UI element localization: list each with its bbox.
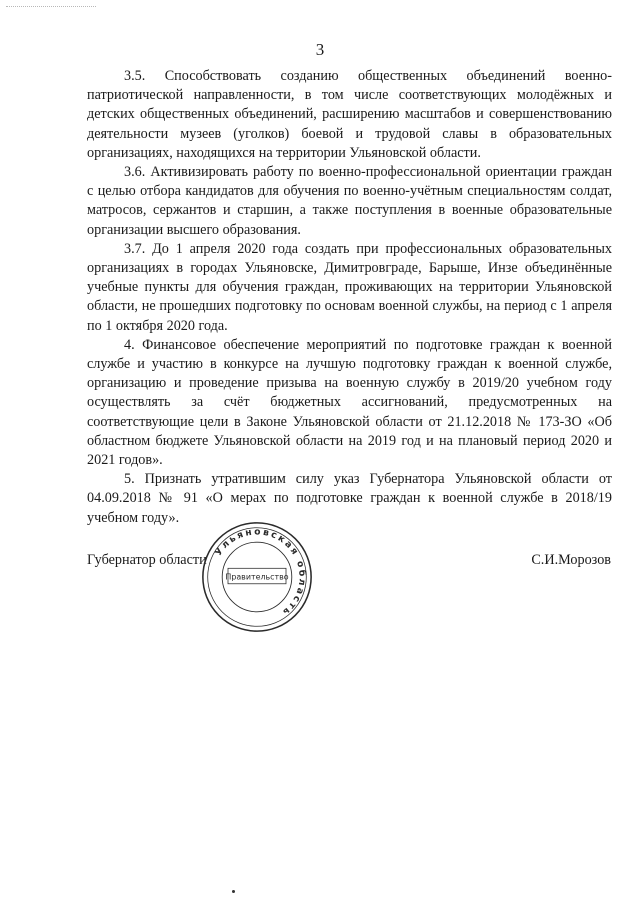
scan-artifact — [6, 6, 96, 11]
scan-artifact-dot — [232, 890, 235, 893]
paragraph-3-5: 3.5. Способствовать созданию общественных объединений военно-патриотической направленности, в том числе соответствующих молодёжных и детских общественных объединений, расширению масштабов и совершенствованию деятельности музеев (уголков) боевой и трудовой славы в образовательных организациях, находящихся на территории Ульяновской области. — [87, 68, 612, 161]
signatory-title: Губернатор области — [87, 552, 207, 568]
paragraph-3-6: 3.6. Активизировать работу по военно-профессиональной ориентации граждан с целью отбора кандидатов для обучения по военно-учётным специальностям солдат, матросов, сержантов и старшин, а также поступления в военные образовательные организации высшего образования. — [87, 164, 612, 238]
paragraph-4: 4. Финансовое обеспечение мероприятий по подготовке граждан к военной службе и участию в конкурсе на лучшую подготовку граждан к военной службе, организацию и проведение призыва на военную службу в 2019/20 учебном году осуществлять за счёт бюджетных ассигнований, предусмотренных на соответствующие цели в Законе Ульяновской области от 21.12.2018 № 173-ЗО «Об областном бюджете Ульяновской области на 2019 год и на плановый период 2020 и 2021 годов». — [87, 336, 612, 469]
official-seal-stamp — [199, 519, 315, 635]
page-number: 3 — [315, 40, 325, 59]
seal-ring-text: Ульяновская область — [212, 526, 308, 619]
seal-center-text: Правительство — [225, 572, 289, 582]
paragraph-5: 5. Признать утратившим силу указ Губернатора Ульяновской области от 04.09.2018 № 91 «О мерах по подготовке граждан к военной службе в 2018/19 учебном году». — [87, 471, 612, 526]
paragraph-3-7: 3.7. До 1 апреля 2020 года создать при профессиональных образовательных организациях в городах Ульяновске, Димитровграде, Барыше, Инзе объединённые учебные пункты для обучения граждан, проживающих на территории Ульяновской области, не прошедших подготовку по основам военной службы, на период с 1 апреля по 1 октября 2020 года. — [87, 240, 612, 334]
document-body — [87, 67, 612, 528]
signatory-name: С.И.Морозов — [531, 552, 611, 568]
